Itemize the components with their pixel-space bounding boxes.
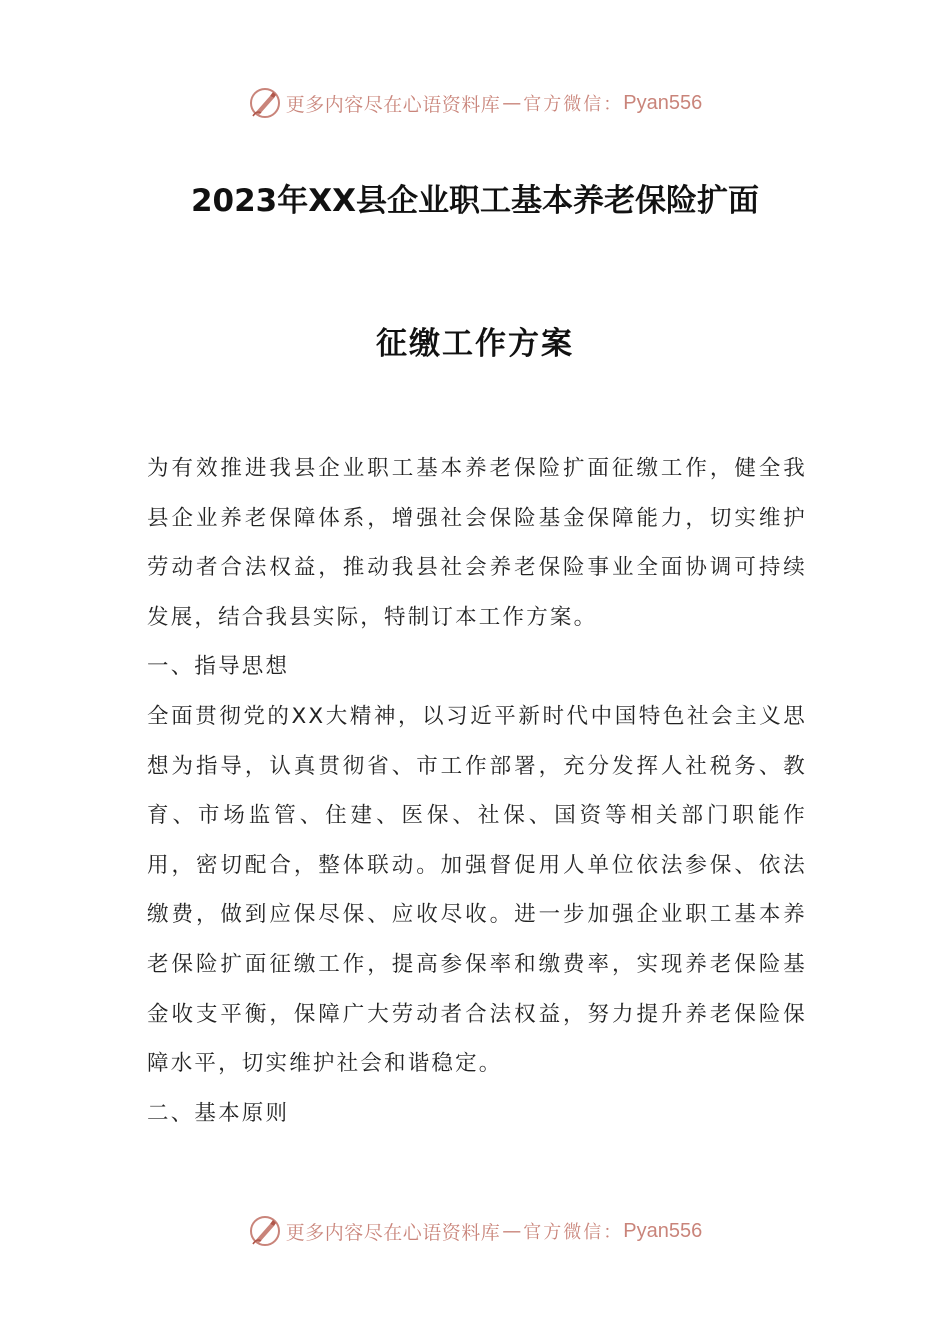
section-heading-1: 一、指导思想 xyxy=(147,654,290,680)
watermark-dash: — xyxy=(502,92,522,114)
document-body xyxy=(147,444,807,1138)
document-title-line1: 2023年XX县企业职工基本养老保险扩面 xyxy=(190,183,760,219)
watermark-label: 官方微信： xyxy=(523,94,624,115)
watermark-dash: — xyxy=(502,1220,522,1242)
document-title-line2: 征缴工作方案 xyxy=(376,326,574,362)
watermark-id: Pyan556 xyxy=(623,91,703,114)
section-heading-2: 二、基本原则 xyxy=(147,1100,290,1126)
pen-logo-icon xyxy=(248,86,282,120)
watermark-text: 更多内容尽在心语资料库 xyxy=(285,93,501,116)
paragraph-intro: 为有效推进我县企业职工基本养老保险扩面征缴工作，健全我县企业养老保障体系，增强社会保险基金保障能力，切实维护劳动者合法权益，推动我县社会养老保险事业全面协调可持续发展，结合我县实际，特制订本工作方案。 xyxy=(147,456,807,630)
watermark-footer xyxy=(0,1211,950,1251)
watermark-id: Pyan556 xyxy=(623,1219,703,1242)
pen-logo-icon xyxy=(248,1214,282,1248)
paragraph-guiding-ideology: 全面贯彻党的XX大精神，以习近平新时代中国特色社会主义思想为指导，认真贯彻省、市工作部署，充分发挥人社税务、教育、市场监管、住建、医保、社保、国资等相关部门职能作用，密切配合，整体联动。加强督促用人单位依法参保、依法缴费，做到应保尽保、应收尽收。进一步加强企业职工基本养老保险扩面征缴工作，提高参保率和缴费率，实现养老保险基金收支平衡，保障广大劳动者合法权益，努力提升养老保险保障水平，切实维护社会和谐稳定。 xyxy=(147,703,807,1077)
watermark-label: 官方微信： xyxy=(523,1222,624,1243)
watermark-header xyxy=(0,83,950,123)
watermark-text: 更多内容尽在心语资料库 xyxy=(285,1221,501,1244)
